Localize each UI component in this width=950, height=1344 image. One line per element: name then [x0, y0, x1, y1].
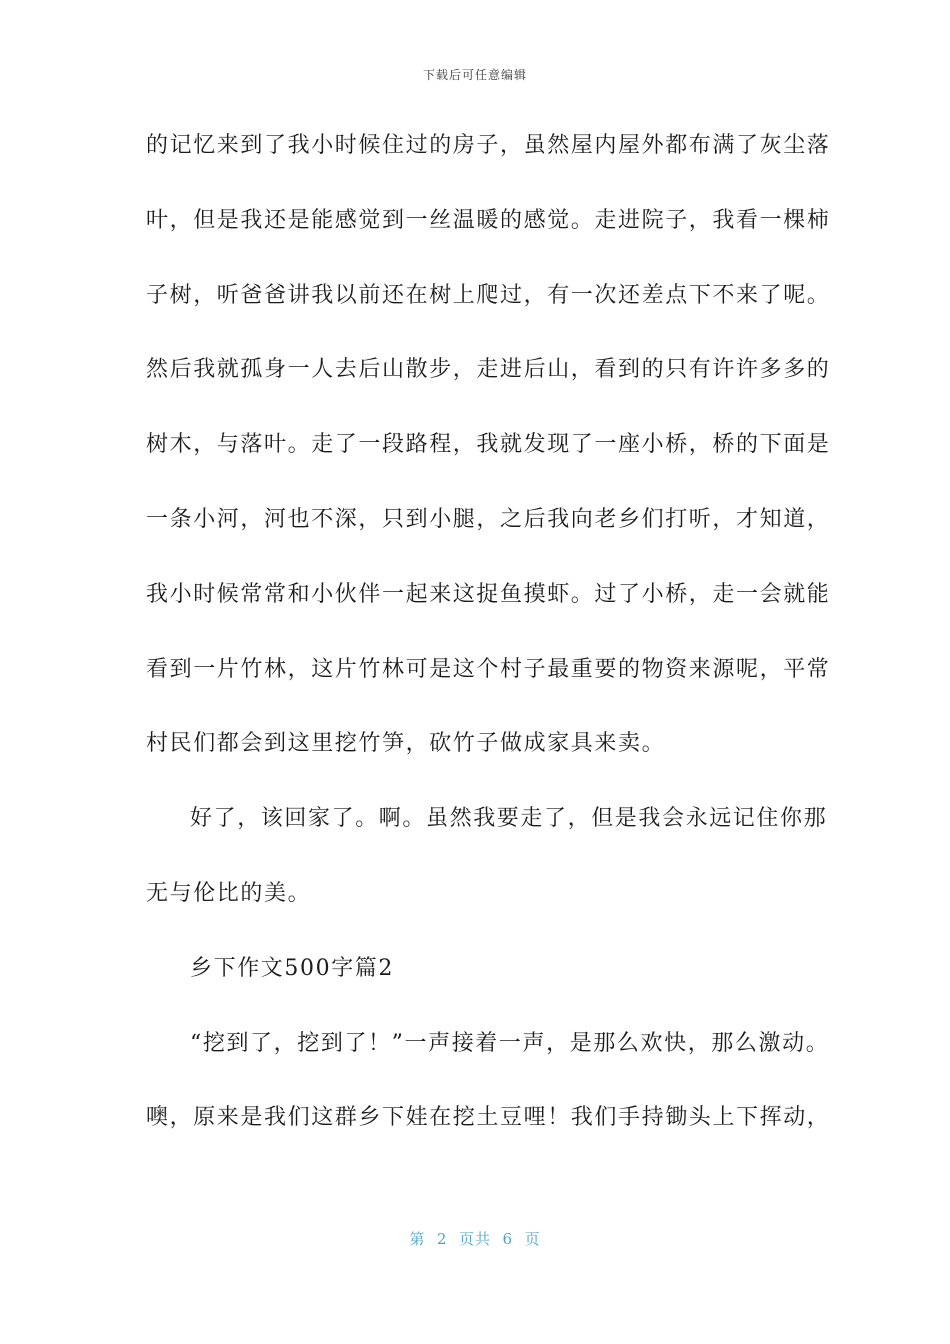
text-line: 树木，与落叶。走了一段路程，我就发现了一座小桥，桥的下面是 — [146, 432, 831, 458]
page-number-footer: 第 2 页共 6 页 — [409, 1230, 541, 1248]
text-line: 子树，听爸爸讲我以前还在树上爬过，有一次还差点下不来了呢。 — [146, 282, 831, 308]
text-line: 无与伦比的美。 — [146, 880, 312, 906]
text-line: 叶，但是我还是能感觉到一丝温暖的感觉。走进院子，我看一棵柿 — [146, 207, 831, 233]
text-line: 村民们都会到这里挖竹笋，砍竹子做成家具来卖。 — [146, 731, 666, 757]
text-line: 我小时候常常和小伙伴一起来这捉鱼摸虾。过了小桥，走一会就能 — [146, 581, 831, 607]
header-note: 下载后可任意编辑 — [422, 68, 527, 82]
text-line: 一条小河，河也不深，只到小腿，之后我向老乡们打听，才知道， — [146, 506, 831, 532]
text-line: 噢，原来是我们这群乡下娃在挖土豆哩！我们手持锄头上下挥动， — [146, 1105, 831, 1131]
section-heading: 乡下作文500字篇2 — [190, 955, 394, 981]
text-line: 的记忆来到了我小时候住过的房子，虽然屋内屋外都布满了灰尘落 — [146, 133, 831, 158]
text-line: “挖到了，挖到了！”一声接着一声，是那么欢快，那么激动。 — [190, 1030, 830, 1056]
text-line: 看到一片竹林，这片竹林可是这个村子最重要的物资来源呢，平常 — [146, 656, 831, 682]
text-line: 然后我就孤身一人去后山散步，走进后山，看到的只有许许多多的 — [146, 357, 831, 383]
text-line: 好了，该回家了。啊。虽然我要走了，但是我会永远记住你那 — [190, 806, 828, 832]
body-text — [146, 124, 831, 1171]
